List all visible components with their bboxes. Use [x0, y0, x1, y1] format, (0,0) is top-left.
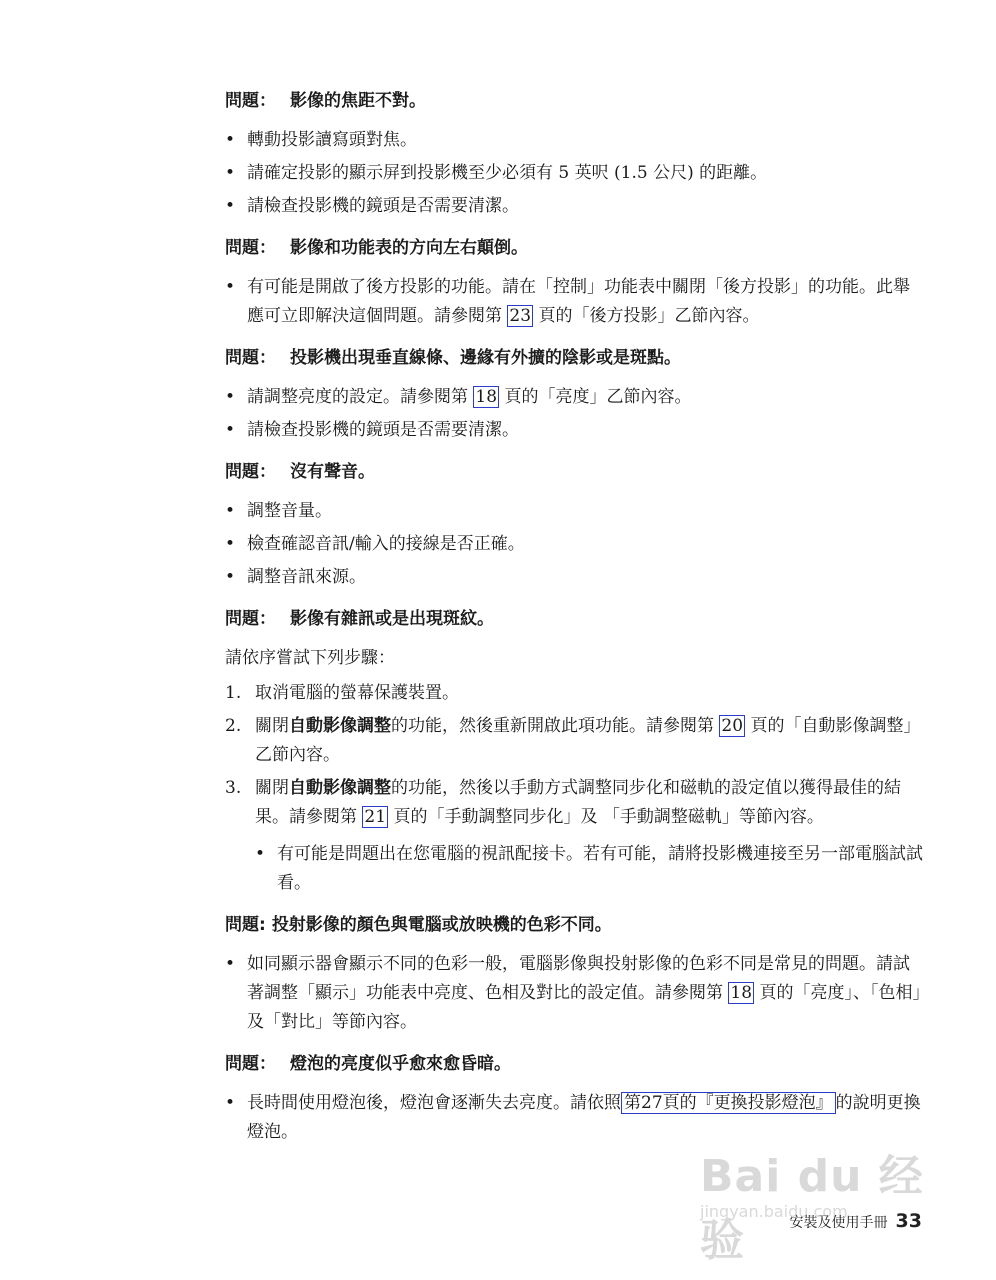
step-item: 1. 取消電腦的螢幕保護裝置。 [225, 683, 459, 703]
page-ref-link[interactable]: 18 [475, 387, 498, 407]
list-item: • 檢查確認音訊/輸入的接線是否正確。 [225, 530, 925, 559]
mirrored-solutions [225, 273, 925, 331]
color-solutions [225, 950, 925, 1037]
footer-title: 安裝及使用手冊 [789, 1215, 888, 1231]
list-item: • 如同顯示器會顯示不同的色彩一般，電腦影像與投射影像的色彩不同是常見的問題。請試著調整「顯示」功能表中亮度、色相及對比的設定值。請參閱第 18 頁的「亮度」、「色相」及「對比」等節內容。 [225, 950, 925, 1037]
page-footer [790, 1210, 922, 1232]
page-ref-link[interactable]: 第27頁的『更換投影燈泡』 [621, 1092, 836, 1114]
page-ref-link[interactable]: 21 [364, 807, 387, 827]
list-item: • 長時間使用燈泡後，燈泡會逐漸失去亮度。請依照 第27頁的『更換投影燈泡』 的說明更換燈泡。 [225, 1089, 925, 1147]
page-ref-link[interactable]: 23 [509, 306, 532, 326]
list-item: • 調整音量。 [225, 497, 925, 526]
page-ref-link[interactable]: 18 [730, 983, 753, 1003]
manual-page [225, 88, 925, 1161]
problem-heading-color: 問題: 投射影像的顏色與電腦或放映機的色彩不同。 [225, 915, 612, 935]
list-item: • 轉動投影讀寫頭對焦。 [225, 126, 925, 155]
problem-heading-noise: 問題： 影像有雜訊或是出現斑紋。 [225, 609, 494, 629]
problem-heading-lamp: 問題： 燈泡的亮度似乎愈來愈昏暗。 [225, 1054, 511, 1074]
list-item: • 請檢查投影機的鏡頭是否需要清潔。 [225, 192, 925, 221]
focus-solutions [225, 126, 925, 221]
sound-solutions [225, 497, 925, 592]
page-number: 33 [895, 1210, 922, 1232]
list-item: • 有可能是問題出在您電腦的視訊配接卡。若有可能，請將投影機連接至另一部電腦試試看。 [255, 840, 925, 898]
noise-steps [225, 679, 925, 898]
list-item: • 調整音訊來源。 [225, 563, 925, 592]
step-item: 3. 關閉自動影像調整的功能，然後以手動方式調整同步化和磁軌的設定值以獲得最佳的結果。請參閱第 21 頁的「手動調整同步化」及 「手動調整磁軌」等節內容。 • 有可能是問題出在您電腦的視訊配接卡。若有可能，請將投影機連接至另一部電腦試試看。 [225, 774, 925, 898]
step-item: 2. 關閉自動影像調整的功能，然後重新開啟此項功能。請參閱第 20 頁的「自動影像調整」乙節內容。 [225, 716, 921, 765]
list-item: • 請檢查投影機的鏡頭是否需要清潔。 [225, 416, 925, 445]
steps-intro: 請依序嘗試下列步驟： [225, 648, 395, 668]
problem-heading-focus: 問題： 影像的焦距不對。 [225, 91, 426, 111]
sub-list [255, 840, 925, 898]
list-item: • 請調整亮度的設定。請參閱第 18 頁的「亮度」乙節內容。 [225, 383, 925, 412]
problem-heading-lines: 問題： 投影機出現垂直線條、邊緣有外擴的陰影或是斑點。 [225, 348, 681, 368]
page-ref-link[interactable]: 20 [721, 716, 744, 736]
list-item: • 有可能是開啟了後方投影的功能。請在「控制」功能表中關閉「後方投影」的功能。此舉應可立即解決這個問題。請參閱第 23 頁的「後方投影」乙節內容。 [225, 273, 925, 331]
baidu-watermark: Bai du 经验 jingyan.baidu.com [700, 1151, 924, 1266]
lines-solutions [225, 383, 925, 445]
problem-heading-no-sound: 問題： 沒有聲音。 [225, 462, 375, 482]
lamp-solutions [225, 1089, 925, 1147]
problem-heading-mirrored: 問題： 影像和功能表的方向左右顛倒。 [225, 238, 528, 258]
list-item: • 請確定投影的顯示屏到投影機至少必須有 5 英呎 (1.5 公尺) 的距離。 [225, 159, 925, 188]
